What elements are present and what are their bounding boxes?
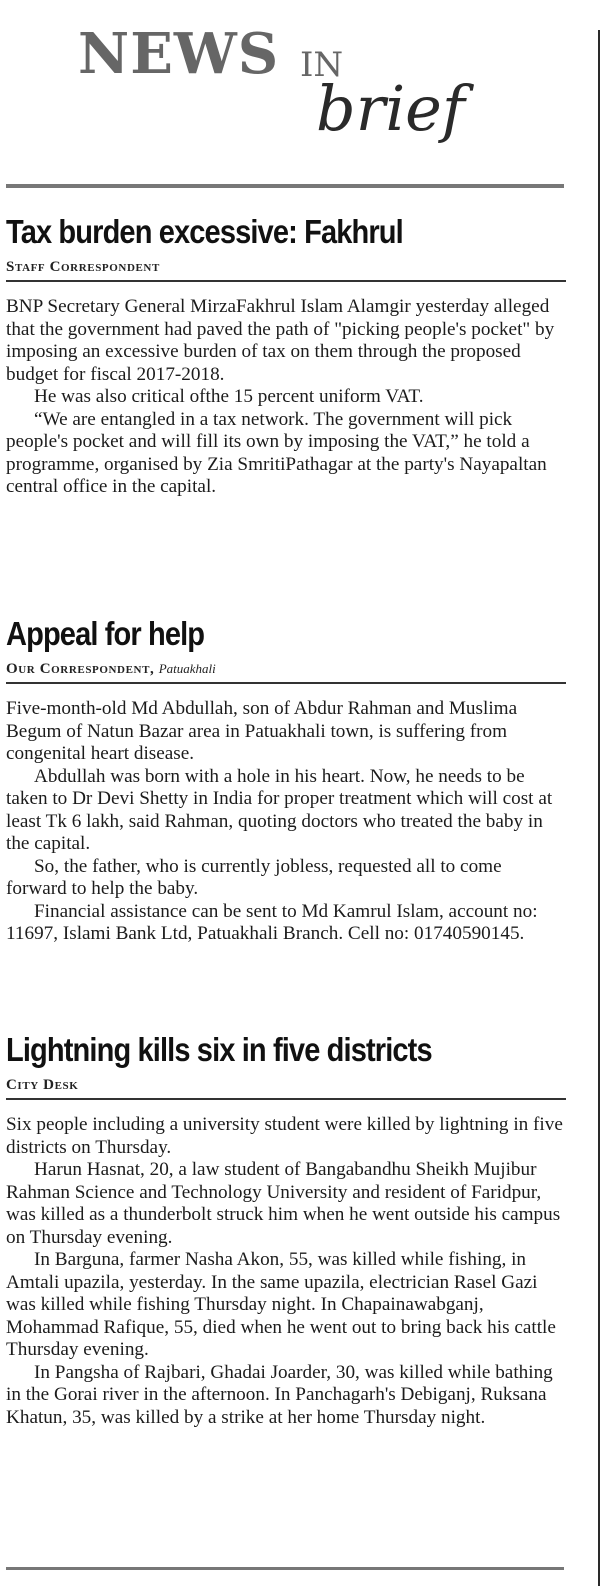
paragraph: BNP Secretary General MirzaFakhrul Islam Alamgir yesterday alleged that the government had paved the path of "picking people's pocket" by imposing an excessive burden of tax on them through the proposed budget for fiscal 2017-2018. xyxy=(6,296,555,385)
paragraph: Financial assistance can be sent to Md Kamrul Islam, account no: 11697, Islami Bank Ltd, Patuakhali Branch. Cell no: 01740590145. xyxy=(6,900,538,944)
byline-rule xyxy=(6,682,566,684)
paragraph: In Pangsha of Rajbari, Ghadai Joarder, 30, was killed while bathing in the Gorai river in the afternoon. In Panchagarh's Debiganj, Ruksana Khatun, 35, was killed by a strike at her home Thursday night. xyxy=(6,1361,553,1428)
byline xyxy=(6,660,566,678)
paragraph: Harun Hasnat, 20, a law student of Bangabandhu Sheikh Mujibur Rahman Science and Technology University and resident of Faridpur, was killed as a thunderbolt struck him when he went outside his campus on Thursday evening. xyxy=(6,1159,561,1248)
story-tax-burden xyxy=(6,212,566,499)
masthead-news: NEWS xyxy=(78,21,280,87)
headline: Tax burden excessive: Fakhrul xyxy=(6,213,403,250)
masthead-rule xyxy=(6,184,564,188)
story-appeal-for-help xyxy=(6,614,566,946)
masthead-brief: brief xyxy=(316,72,465,145)
byline-location: Patuakhali xyxy=(158,661,216,676)
story-body xyxy=(6,698,566,946)
section-masthead xyxy=(72,21,532,176)
paragraph: He was also critical ofthe 15 percent uniform VAT. xyxy=(34,386,424,407)
byline xyxy=(6,258,566,276)
masthead-in: IN xyxy=(300,45,344,85)
byline-author: Staff Correspondent xyxy=(6,259,160,275)
paragraph: Abdullah was born with a hole in his heart. Now, he needs to be taken to Dr Devi Shetty in India for proper treatment which will cost at least Tk 6 lakh, said Rahman, quoting doctors who treated the baby in the capital. xyxy=(6,765,553,854)
headline: Lightning kills six in five districts xyxy=(6,1031,432,1068)
story-body xyxy=(6,296,566,499)
paragraph: “We are entangled in a tax network. The government will pick people's pocket and will fill its own by imposing the VAT,” he told a programme, organised by Zia SmritiPathagar at the party's Nayapaltan central office in the capital. xyxy=(6,408,547,497)
byline-rule xyxy=(6,280,566,282)
column-divider xyxy=(598,30,600,1586)
paragraph: In Barguna, farmer Nasha Akon, 55, was killed while fishing, in Amtali upazila, yesterday. In the same upazila, electrician Rasel Gazi was killed while fishing Thursday night. In Chapainawabganj, Mohammad Rafique, 55, died when he went out to bring back his cattle Thursday evening. xyxy=(6,1249,556,1360)
byline-rule xyxy=(6,1098,566,1100)
headline: Appeal for help xyxy=(6,615,205,652)
story-lightning-kills xyxy=(6,1030,566,1429)
bottom-rule xyxy=(6,1567,564,1570)
byline xyxy=(6,1076,566,1094)
paragraph: So, the father, who is currently jobless, requested all to come forward to help the baby. xyxy=(6,855,502,899)
paragraph: Five-month-old Md Abdullah, son of Abdur Rahman and Muslima Begum of Natun Bazar area in Patuakhali town, is suffering from congenital heart disease. xyxy=(6,698,518,764)
paragraph: Six people including a university student were killed by lightning in five districts on Thursday. xyxy=(6,1114,563,1158)
story-body xyxy=(6,1114,566,1429)
byline-author: City Desk xyxy=(6,1077,79,1093)
byline-author: Our Correspondent, xyxy=(6,661,155,677)
